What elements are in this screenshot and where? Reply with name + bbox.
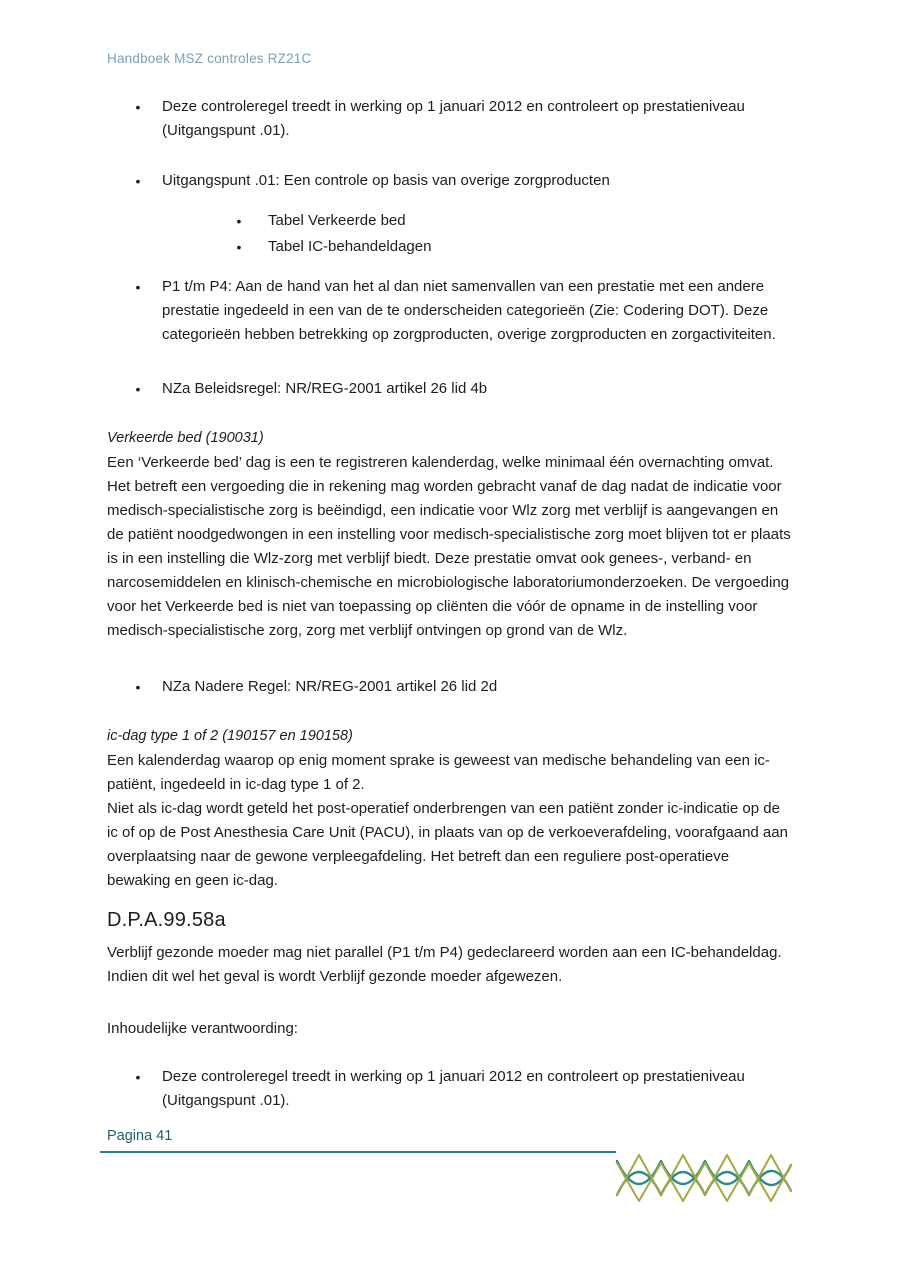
bullet-item-beleidsregel — [107, 377, 793, 401]
paragraph-ic-dag-uitzondering: Niet als ic-dag wordt geteld het post-operatief onderbrengen van een patiënt zonder ic-indicatie op de ic of op de Post Anesthesia Care Unit (PACU), in plaats van op de verkoeverafdeling, voorafgaand aan overplaatsing naar de gewone verpleegafdeling. Het betreft dan een reguliere post-operatieve bewaking en geen ic-dag. — [107, 800, 788, 889]
paragraph-ic-dag-definitie: Een kalenderdag waarop op enig moment sprake is geweest van medische behandeling van een ic-patiënt, ingedeeld in ic-dag type 1 of 2. — [107, 752, 770, 793]
bullet-text: Deze controleregel treedt in werking op 1 januari 2012 en controleert op prestatieniveau (Uitgangspunt .01). — [162, 98, 745, 139]
page-footer — [100, 1126, 793, 1153]
sub-bullet-tabel-ic-behandeldagen — [107, 235, 793, 259]
bullet-text: Tabel Verkeerde bed — [268, 212, 406, 229]
bullet-text: P1 t/m P4: Aan de hand van het al dan niet samenvallen van een prestatie met een andere prestatie ingedeeld in een van de te onderscheiden categorieën (Zie: Codering DOT). Deze categorieën hebben betrekking op zorgproducten, overige zorgproducten en zorgactiviteiten. — [162, 278, 776, 343]
bullet-icon: • — [236, 239, 242, 255]
bullet-icon: • — [135, 173, 141, 189]
subsection-heading-verkeerde-bed: Verkeerde bed (190031) — [107, 430, 264, 446]
bullet-item-control-rule-repeat — [107, 1065, 793, 1113]
bullet-text: NZa Beleidsregel: NR/REG-2001 artikel 26 lid 4b — [162, 380, 488, 397]
page-number-label: Pagina 41 — [107, 1128, 173, 1144]
bullet-text: Uitgangspunt .01: Een controle op basis van overige zorgproducten — [162, 172, 610, 189]
bullet-icon: • — [135, 679, 141, 695]
bullet-icon: • — [135, 1069, 141, 1085]
document-content — [107, 50, 793, 1113]
bullet-item-uitgangspunt — [107, 169, 793, 193]
bullet-item-nadere-regel — [107, 675, 793, 699]
paragraph-verkeerde-bed: Een ‘Verkeerde bed’ dag is een te registreren kalenderdag, welke minimaal één overnachting omvat. Het betreft een vergoeding die in rekening mag worden gebracht vanaf de dag nadat de indicatie voor medisch-specialistische zorg is beëindigd, een indicatie voor Wlz zorg met verblijf is aangevangen en de patiënt noodgedwongen in een instelling voor medisch-specialistische zorg moet blijven tot er plaats is in een instelling die Wlz-zorg met verblijf biedt. Deze prestatie omvat ook genees-, verband- en narcosemiddelen en klinisch-chemische en microbiologische laboratoriumonderzoeken. De vergoeding voor het Verkeerde bed is niet van toepassing op cliënten die vóór de opname in de instelling voor medisch-specialistische zorg, zorg met verblijf ontvingen op grond van de Wlz. — [107, 454, 791, 639]
subsection-heading-ic-dag: ic-dag type 1 of 2 (190157 en 190158) — [107, 728, 353, 744]
bullet-item-categorieen — [107, 275, 793, 347]
sub-bullet-tabel-verkeerde-bed — [107, 209, 793, 233]
bullet-text: Deze controleregel treedt in werking op 1 januari 2012 en controleert op prestatieniveau (Uitgangspunt .01). — [162, 1068, 745, 1109]
brand-logo-icon — [615, 1151, 793, 1205]
page-header-title: Handboek MSZ controles RZ21C — [107, 51, 312, 66]
section-heading-dpa-99-58a: D.P.A.99.58a — [107, 909, 226, 931]
footer-divider-rule — [100, 1151, 616, 1153]
bullet-text: NZa Nadere Regel: NR/REG-2001 artikel 26 lid 2d — [162, 678, 498, 695]
bullet-text: Tabel IC-behandeldagen — [268, 238, 432, 255]
label-inhoudelijke-verantwoording: Inhoudelijke verantwoording: — [107, 1020, 298, 1037]
bullet-icon: • — [236, 213, 242, 229]
paragraph-dpa-regel: Verblijf gezonde moeder mag niet parallel (P1 t/m P4) gedeclareerd worden aan een IC-behandeldag. Indien dit wel het geval is wordt Verblijf gezonde moeder afgewezen. — [107, 944, 782, 985]
bullet-icon: • — [135, 381, 141, 397]
bullet-icon: • — [135, 99, 141, 115]
bullet-item-control-rule — [107, 95, 793, 143]
bullet-icon: • — [135, 279, 141, 295]
